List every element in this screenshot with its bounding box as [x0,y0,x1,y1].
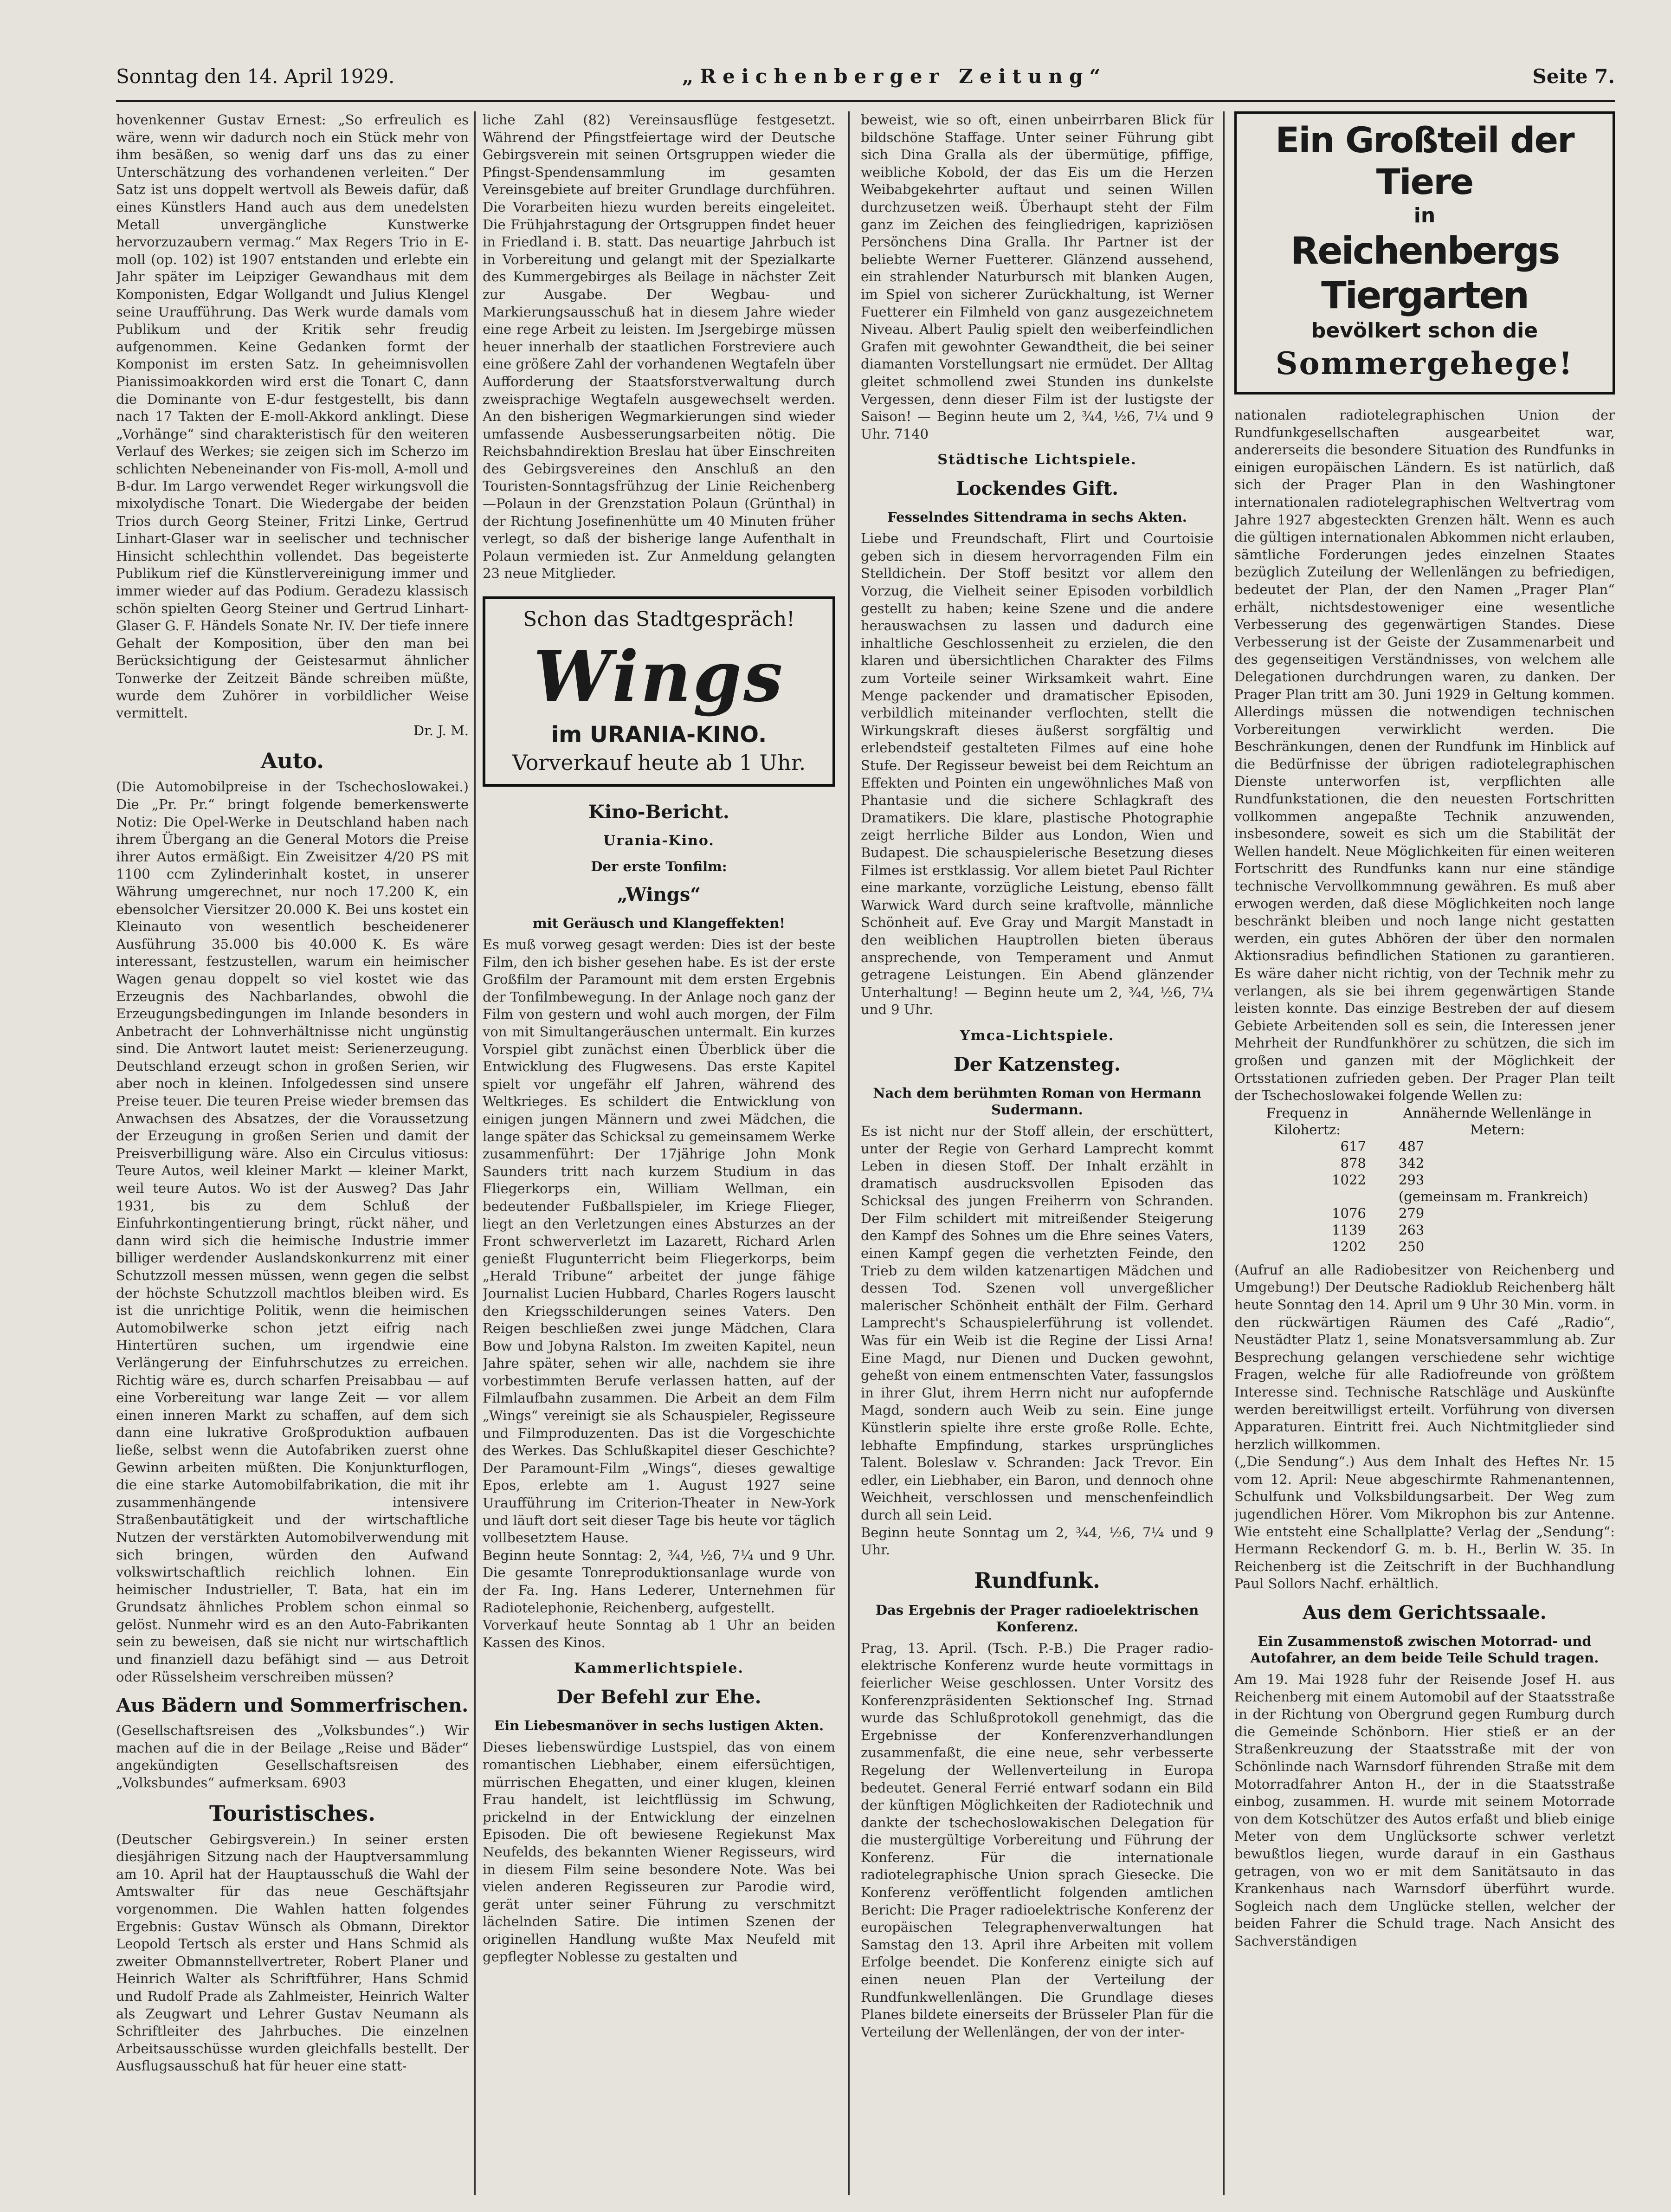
section-heading-kino: Kino-Bericht. [588,801,729,823]
frequency-header: Frequenz in Kilohertz: [1266,1105,1348,1138]
frequency-table [1234,1105,1615,1255]
frequency-cell: 1202 [1332,1238,1366,1255]
wings-showtimes: Beginn heute Sonntag: 2, ¾4, ½6, 7¼ und 9 Uhr. Die gesamte Tonreproduktionsanlage wurde von der Fa. Ing. Hans Lederer, Unternehmen für Radiotelephonie, Reichenberg, aufgestellt. [483,1547,835,1616]
column-1 [116,111,469,2195]
table-row [1234,1138,1615,1155]
ad-presale: Vorverkauf heute ab 1 Uhr. [512,750,806,776]
ad-venue: im URANIA-KINO. [551,722,767,748]
table-row [1234,1155,1615,1171]
page-header [116,60,1615,97]
wavelength-cell: 263 [1398,1222,1425,1238]
article-befehl-continued: beweist, wie so oft, einen unbeirrbaren Blick für bildschöne Staffage. Unter seiner Führung gibt sich Dina Gralla als der übermütige, pfiffige, weibliche Kobold, der das Eis um die Herzen Weibabgekehrter auftaut und seinen Willen durchzusetzen weiß. Überhaupt steht der Film ganz im Zeichen des feingliedrigen, kapriziösen Persönchens Dina Gralla. Ihr Partner ist der beliebte Werner Fuetterer. Glänzend aussehend, ein strahlender Naturbursch mit blanken Augen, im Spiel von sicherer Zurückhaltung, ist Werner Fuetterer ein Filmheld von ganz ausgezeichnetem Niveau. Albert Paulig spielt den weiberfeindlichen Grafen mit gewohnter Gewandtheit, die bei seiner diamanten Vorstellungsart nie ermüdet. Der Alltag gleitet schmollend zwei Stunden ins dunkelste Vergessen, denn dieser Film ist der lustigste der Saison! — Beginn heute um 2, ¾4, ½6, 7¼ und 9 Uhr. 7140 [861,112,1213,442]
tiergarten-ad-line4: bevölkert schon die [1311,319,1538,343]
frequency-cell: 617 [1340,1138,1366,1154]
article-auto-text: (Die Automobilpreise in der Tschechoslowakei.) Die „Pr. Pr.“ bringt folgende bemerkenswerte Notiz: Die Opel-Werke in Deutschland haben nach ihrem Übergang an die General Motors die Preise ihrer Autos ermäßigt. Ein Zweisitzer 4/20 PS mit 1100 ccm Zylinderinhalt kostet, in unserer Währung umgerechnet, nur noch 17.200 K, ein ebensolcher Viersitzer 20.000 K. Bei uns kostet ein Kleinauto von wesentlich bescheidenerer Ausführung 35.000 bis 40.000 K. Es wäre interessant, festzustellen, warum ein heimischer Wagen genau doppelt so viel kostet wie das Erzeugnis des Nachbarlandes, obwohl die Erzeugungsbedingungen im Inlande besonders in Anbetracht der Lohnverhältnisse nicht ungünstig sind. Die Antwort lautet meist: Serienerzeugung. Deutschland erzeugt schon in großen Serien, wir aber noch in kleinen. Infolgedessen sind unsere Preise teuer. Die teuren Preise wieder bremsen das Anwachsen des Absatzes, der die Voraussetzung der Erzeugung in großen Serien und damit der Preisverbilligung wäre. Also ein Circulus vitiosus: Teure Autos, weil kleiner Markt — kleiner Markt, weil teure Autos. Wo ist der Ausweg? Das Jahr 1931, bis zu dem Schluß der Einfuhrkontingentierung bringt, rückt näher, und dann wird sich die heimische Industrie immer billiger werdender Auslandskonkurrenz mit einer Schutzzoll messen müssen, wenn gegen die selbst der höchste Schutzzoll machtlos bleiben wird. Es ist die unrichtige Politik, wenn die heimischen Automobilwerke schon jetzt eifrig nach Hintertüren suchen, um irgendwie eine Verlängerung der Einfuhrschutzes zu erreichen. Richtig wäre es, durch scharfen Preisabbau — auf eine Vorbereitung war lange Zeit — vor allem einen inneren Markt zu schaffen, auf dem sich dann eine lukrative Großproduktion aufbauen ließe, selbst wenn die Autofabriken zuerst ohne Gewinn arbeiten müßten. Die Konjunkturflogen, die eine starke Automobilfabrikation, die mit ihr zusammenhängende intensivere Straßenbautätigkeit und der wirtschaftliche Nutzen der verstärkten Automobilverwendung mit sich bringen, würden den Aufwand volkswirtschaftlich reichlich lohnen. Ein heimischer Industrieller, T. Bata, hat ein im Grundsatz ähnliches Problem schon einmal so gelöst. Nunmehr wird es an den Auto-Fabrikanten sein zu beweisen, daß sie nicht nur wirtschaftlich und finanziell dazu befähigt sind — aus Detroit oder Rüsselsheim verschreiben müssen? [116,779,469,1685]
article-touristisches-text: (Deutscher Gebirgsverein.) In seiner ersten diesjährigen Sitzung nach der Hauptversammlung am 10. April hat der Hauptausschuß die Wahl der Amtswalter für das neue Geschäftsjahr vorgenommen. Die Wahlen hatten folgendes Ergebnis: Gustav Wünsch als Obmann, Direktor Leopold Tertsch als erster und Hans Schmid als zweiter Obmannstellvertreter, Robert Planer und Heinrich Walter als Schriftführer, Hans Schmid und Rudolf Prade als Zahlmeister, Heinrich Walter als Zeugwart und Lehrer Gustav Neumann als Schriftleiter des Jahrbuches. Die einzelnen Arbeitsausschüsse wurden gleichfalls bestellt. Der Ausflugsausschuß hat für heuer eine statt- [116,1831,469,2074]
article-rundfunk-text: Prag, 13. April. (Tsch. P.-B.) Die Prager radio-elektrische Konferenz wurde heute vormittags in feierlicher Weise geschlossen. Unter Vorsitz des Konferenzpräsidenten Sektionschef Ing. Strnad wurde das Schlußprotokoll genehmigt, das die Ergebnisse der Konferenzverhandlungen zusammenfaßt, die eine neue, sehr verbesserte Regelung der Wellenverteilung in Europa bedeutet. General Ferrié entwarf sodann ein Bild der künftigen Möglichkeiten der Radiotechnik und dankte der tschechoslowakischen Delegation für die mustergültige Vorbereitung und Führung der Konferenz. Für die internationale radiotelegraphische Union sprach Giesecke. Die Konferenz veröffentlicht folgenden amtlichen Bericht: Die Prager radioelektrische Konferenz der europäischen Telegraphenverwaltungen hat Samstag den 13. April ihre Arbeiten mit vollem Erfolge beendet. Die Konferenz einigte sich auf einen neuen Plan der Verteilung der Rundfunkwellenlängen. Die Grundlage dieses Planes bildete einerseits der Brüsseler Plan für die Verteilung der Wellenlängen, der von der inter- [861,1640,1213,2040]
wavelength-cell: (gemeinsam m. Frankreich) [1398,1188,1588,1204]
wings-advertisement [483,596,835,787]
frequency-cell: 1139 [1332,1222,1366,1238]
column-4 [1234,111,1615,2195]
article-sendung-text: („Die Sendung“.) Aus dem Inhalt des Heftes Nr. 15 vom 12. April: Neue abgeschirmte Rahmenantennen, Schulfunk und Volksbildungsarbeit. Der Weg zum jugendlichen Hörer. Vom Mikrophon bis zur Antenne. Wie entsteht eine Schallplatte? Verlag der „Sendung“: Hermann Reckendorf G. m. b. H., Berlin W. 35. In Reichenberg ist die Zeitschrift in der Buchhandlung Paul Sollors Nachf. erhältlich. [1234,1454,1615,1592]
table-row [1234,1222,1615,1238]
section-heading-rundfunk: Rundfunk. [974,1567,1100,1593]
article-gericht-text: Am 19. Mai 1928 fuhr der Reisende Josef H. aus Reichenberg mit einem Automobil auf der Staatsstraße in der Richtung von Obergrund gegen Rumburg durch die Gemeinde Schönborn. Hier stieß er an der Straßenkreuzung der Staatsstraße mit der von Schönlinde nach Warnsdorf führenden Straße mit dem Motorradfahrer Anton H., der in die Staatsstraße einbog, zusammen. H. wurde mit seinem Motorrade von dem Kotschützer des Autos erfaßt und blieb einige Meter von dem Unglücksorte schwer verletzt bewußtlos liegen, wurde darauf in ein Gasthaus getragen, von wo er mit dem Sanitätsauto in das Krankenhaus nach Warnsdorf überführt wurde. Sogleich nach dem Unglücke stellen, welcher der beiden Fahrer die Schuld trage. Nach Ansicht des Sachverständigen [1234,1671,1615,1949]
article-rundfunk-continued: nationalen radiotelegraphischen Union der Rundfunkgesellschaften ausgearbeitet war, andererseits die besondere Situation des Rundfunks in einigen europäischen Ländern. Es ist natürlich, daß sich der Prager Plan in den Washingtoner internationalen radiotelegraphischen Weltvertrag vom Jahre 1927 abgesteckten Grenzen hält. Wenn es auch die gültigen internationalen Abkommen nicht erlauben, sämtliche Forderungen jedes einzelnen Staates bezüglich Zuteilung der Wellenlängen zu befriedigen, bedeutet der Plan, der den Namen „Prager Plan“ erhält, nichtsdestoweniger eine wesentliche Verbesserung des gegenwärtigen Standes. Diese Verbesserung ist der Geiste der Zusammenarbeit und des gegenseitigen Verständnisses, von welchem alle Delegationen durchdrungen waren, zu danken. Der Prager Plan tritt am 30. Juni 1929 in Geltung kommen. Allerdings müssen die notwendigen technischen Vorbereitungen verwirklicht werden. Die Beschränkungen, denen der Rundfunk im Hinblick auf die Bedürfnisse der übrigen radiotelegraphischen Dienste unterworfen ist, verpflichten alle Rundfunkstationen, die den neuesten Fortschritten vollkommen angepaßte Technik anzuwenden, insbesondere, soweit es sich um die Stabilität der Wellen handelt. Neue Möglichkeiten für einen weiteren Fortschritt des Rundfunks kann nur eine ständige technische Vervollkommnung gewähren. Es muß aber erwogen werden, daß diese Möglichkeiten noch lange beschränkt bleiben und noch lange nicht gestatten werden, ein gutes Abhören der über den normalen Aktionsradius befindlichen Stationen zu garantieren. Es wäre daher nicht richtig, von der Technik mehr zu verlangen, als sie bei ihrem gegenwärtigen Stande leisten konnte. Das einzige Bestreben der auf diesem Gebiete Arbeitenden soll es sein, die Interessen jener Mehrheit der Rundfunkhörer zu schützen, die sich im großen und ganzen mit der Möglichkeit der Ortsstationen zufrieden geben. Der Prager Plan teilt der Tschechoslowakei folgende Wellen zu: [1234,407,1615,1104]
section-heading-touristisches: Touristisches. [209,1800,375,1826]
table-row [1234,1188,1615,1205]
table-row [1234,1171,1615,1188]
tiergarten-ad-line2: in [1413,204,1436,227]
film-title-katzensteg: Der Katzensteg. [954,1053,1121,1075]
header-paper-title: „Reichenberger Zeitung“ [682,65,1107,88]
cinema-name-ymca: Ymca-Lichtspiele. [960,1027,1115,1044]
tiergarten-advertisement [1234,111,1615,395]
article-gebirgsverein-continued: liche Zahl (82) Vereinsausflüge festgesetzt. Während der Pfingstfeiertage wird der Deutsche Gebirgsverein mit seinen Ortsgruppen wieder die Pfingst-Spendensammlung im gesamten Vereinsgebiete auf breiter Grundlage durchführen. Die Vorarbeiten hiezu wurden bereits eingeleitet. Die Frühjahrstagung der Ortsgruppen findet heuer in Friedland i. B. statt. Das neuartige Jahrbuch ist in Vorbereitung und gelangt mit der Spezialkarte des Kummergebirges als Beilage in nächster Zeit zur Ausgabe. Der Wegbau- und Markierungsausschuß hat in diesem Jahre wieder eine rege Arbeit zu leisten. Im Jsergebirge müssen heuer innerhalb der staatlichen Forstreviere auch eine größere Zahl der vorhandenen Wegtafeln über Aufforderung der Staatsforstverwaltung durch zweisprachige Wegtafeln ausgewechselt werden. An den bisherigen Wegmarkierungen sind wieder umfassende Ausbesserungsarbeiten nötig. Die Reichsbahndirektion Breslau hat über Einschreiten des Gebirgsvereines den Anschluß an den Touristen-Sonntagsfrühzug der Linie Reichenberg—Polaun in der Grenzstation Polaun (Grünthal) in der Richtung Josefinenhütte um 40 Minuten früher verlegt, so daß der bisherige lange Aufenthalt in Polaun vermieden ist. Zur Anmeldung gelangten 23 neue Mitglieder. [483,112,835,582]
cinema-name-urania: Urania-Kino. [603,833,715,849]
tiergarten-ad-line3: Reichenbergs Tiergarten [1290,229,1559,317]
wavelength-cell: 279 [1398,1205,1425,1221]
header-rule [116,100,1615,102]
ad-tagline: Schon das Stadtgespräch! [523,608,795,632]
frequency-cell [1234,1188,1380,1205]
wavelength-cell: 342 [1398,1155,1425,1171]
article-wings-text: Es muß vorweg gesagt werden: Dies ist der beste Film, den ich bisher gesehen habe. Es ist der erste Großfilm der Paramount mit dem ersten Ergebnis der Tonfilmbewegung. In der Anlage noch ganz der Film von gestern und wohl auch morgen, der Film von mit Simultangeräuschen untermalt. Ein kurzes Vorspiel gibt zunächst einen Überblick über die Entwicklung des Flugwesens. Das erste Kapitel spielt vor ungefähr elf Jahren, während des Weltkrieges. Es schildert die Entwicklung von einigen jungen Männern und zwei Mädchen, die lange später das Schicksal zu gemeinsamem Werke zusammenführt: Der 17jährige John Monk Saunders tritt nach kurzem Studium in das Fliegerkorps ein, William Wellman, ein bedeutender Fußballspieler, im Kriege Flieger, liegt an den Verletzungen eines Absturzes an der Front schwerverletzt im Lazarett, Richard Arlen genießt Flugunterricht beim Fliegerkorps, beim „Herald Tribune“ arbeitet der junge fähige Journalist Lucien Hubbard, Charles Rogers lauscht den Kriegsschilderungen seines Vaters. Den Reigen beschließen zwei junge Mädchen, Clara Bow und Jobyna Ralston. Im zweiten Kapitel, neun Jahre später, sehen wir alle, nachdem sie ihre vorbestimmten Berufe verlassen hatten, auf der Filmlaufbahn zusammen. Die Arbeit an dem Film „Wings“ vereinigt sie als Schauspieler, Regisseure und Filmproduzenten. Das ist die Vorgeschichte des Werkes. Das Schlußkapitel dieser Geschichte? Der Paramount-Film „Wings“, dieses gewaltige Epos, erlebte am 1. August 1927 seine Uraufführung im Criterion-Theater in New-York und läuft dort seit dieser Tage bis heute vor täglich vollbesetztem Hause. [483,937,835,1546]
film-title-lockendes-gift: Lockendes Gift. [955,478,1119,500]
article-intro-text: hovenkenner Gustav Ernest: „So erfreulich es wäre, wenn wir dadurch noch ein Stück mehr von ihm besäßen, so wenig darf uns das zu einer Unterschätzung des vorhandenen verleiten.“ Der Satz ist uns doppelt wertvoll als Beweis dafür, daß eines Künstlers Hand auch aus dem unedelsten Metall unvergängliche Kunstwerke hervorzuzaubern vermag.“ Max Regers Trio in E-moll (op. 102) ist 1907 entstanden und erlebte ein Jahr später im Leipziger Gewandhaus mit dem Komponisten, Edgar Wollgandt und Julius Klengel seine Uraufführung. Das Werk wurde damals vom Publikum und der Kritik sehr freudig aufgenommen. Keine Gedanken formt der Komponist im ersten Satz. In geheimnisvollen Pianissimoakkorden wird erst die Tonart C, dann die Dominante von E-dur festgestellt, bis dann nach 17 Takten der E-moll-Akkord anklingt. Diese „Vorhänge“ sind charakteristisch für den weiteren Verlauf des Werkes; sie zeigen sich im Scherzo im schlichten Nebeneinander von Fis-moll, A-moll und B-dur. Im Largo verwendet Reger wirkungsvoll die mixolydische Tonart. Die Wiedergabe der beiden Trios durch Georg Steiner, Fritzi Linke, Gertrud Linhart-Glaser war in seelischer und technischer Hinsicht schlechthin vollendet. Das begeisterte Publikum rief die Künstlervereinigung immer und immer wieder auf das Podium. Geradezu klassisch schön spielten Georg Steiner und Gertrud Linhart-Glaser G. F. Händels Sonate Nr. IV. Der tiefe innere Gehalt der Komposition, über den man bei Berücksichtigung der Geistesarmut ähnlicher Tonwerke der Zeitzeit Bände schreiben müßte, wurde dem Zuhörer in vorbildlicher Weise vermittelt. [116,112,469,721]
katzensteg-showtimes: Beginn heute Sonntag um 2, ¾4, ½6, 7¼ und 9 Uhr. [861,1524,1213,1558]
frequency-cell: 1076 [1332,1205,1366,1221]
film-title-befehl: Der Befehl zur Ehe. [556,1686,761,1708]
cinema-name-kammer: Kammerlichtspiele. [574,1660,744,1677]
wavelength-cell: 293 [1398,1171,1425,1188]
wavelength-cell: 487 [1398,1138,1425,1154]
rundfunk-subheading: Das Ergebnis der Prager radioelektrischen Konferenz. [875,1602,1199,1635]
article-katzensteg-text: Es ist nicht nur der Stoff allein, der erschüttert, unter der Regie von Gerhard Lamprecht kommt Leben in diesen Stoff. Der Inhalt erzählt in dramatisch ausdrucksvollen Episoden das Schicksal des jungen Freiherrn von Schranden. Der Film schildert mit mitreißender Steigerung den Kampf des Sohnes um die Ehre seines Vaters, einen Kampf gegen die verhetzten Feinde, den Trieb zu dem wilden katzenartigen Mädchen und dessen Tod. Szenen voll unvergeßlicher malerischer Schönheit enthält der Film. Gerhard Lamprecht's Schauspielerführung ist vollendet. Was für ein Weib ist die Regine der Lissi Arna! Eine Magd, nur Dienen und Ducken gewohnt, geheßt von einem entmenschten Vater, fassungslos in ihrer Glut, ihrem Herrn nicht nur aufopfernde Magd, sondern auch Weib zu sein. Eine junge Künstlerin spielte ihre erste große Rolle. Echte, lebhafte Empfindung, starkes ursprüngliches Talent. Boleslaw v. Schranden: Jack Trevor. Ein edler, ein Liebhaber, ein Baron, und dennoch ohne Weichheit, verschlossen und menschenfeindlich durch all sein Leid. [861,1123,1213,1523]
film-subtitle-katzensteg: Nach dem berühmten Roman von Hermann Sudermann. [873,1085,1201,1118]
article-baeder-text: (Gesellschaftsreisen des „Volksbundes“.) Wir machen auf die in der Beilage „Reise und Bäder“ angekündigten Gesellschaftsreisen des „Volksbundes“ aufmerksam. 6903 [116,1722,469,1791]
film-subtitle-befehl: Ein Liebesmanöver in sechs lustigen Akten. [494,1718,824,1734]
frequency-cell: 878 [1340,1155,1366,1171]
gericht-subheading: Ein Zusammenstoß zwischen Motorrad- und Autofahrer, an dem beide Teile Schuld tragen. [1250,1633,1599,1666]
article-aufruf-text: (Aufruf an alle Radiobesitzer von Reichenberg und Umgebung!) Der Deutsche Radioklub Reichenberg hält heute Sonntag den 14. April um 9 Uhr 30 Min. vorm. in den rückwärtigen Räumen des Café „Radio“, Neustädter Platz 1, seine Monatsversammlung ab. Zur Besprechung gelangen verschiedene sehr wichtige Fragen, welche für alle Radiofreunde von größtem Interesse sind. Technische Ratschläge und Auskünfte werden bereitwilligst erteilt. Vorführung von diversen Apparaturen. Eintritt frei. Auch Nichtmitglieder sind herzlich willkommen. [1234,1261,1615,1452]
cinema-name-staedtische: Städtische Lichtspiele. [937,452,1137,468]
film-title-wings: „Wings“ [617,884,701,906]
wavelength-header: Annähernde Wellenlänge in Metern: [1403,1105,1592,1138]
tonfilm-label: Der erste Tonfilm: [591,859,727,875]
column-divider [1223,111,1225,2195]
header-date: Sonntag den 14. April 1929. [116,65,395,88]
table-row [1234,1238,1615,1255]
article-signature: Dr. J. M. [413,722,469,738]
frequency-cell: 1022 [1332,1171,1366,1188]
header-page-number: Seite 7. [1532,65,1615,88]
column-divider [848,111,850,2195]
wavelength-cell: 250 [1398,1238,1425,1255]
column-divider [474,111,476,2195]
film-subtitle-wings: mit Geräusch und Klangeffekten! [532,915,786,931]
column-3 [861,111,1213,2195]
section-heading-auto: Auto. [260,748,324,774]
wings-presale: Vorverkauf heute Sonntag ab 1 Uhr an beiden Kassen des Kinos. [483,1617,835,1650]
ad-title-wings: Wings [533,636,785,718]
table-row [1234,1205,1615,1222]
tiergarten-ad-line5: Sommergehege! [1275,345,1574,382]
article-befehl-text: Dieses liebenswürdige Lustspiel, das von einem romantischen Liebhaber, einem eifersüchtigen, mürrischen Ehegatten, und einer klugen, kleinen Frau handelt, ist leichtflüssig im Schwung, prickelnd in der Entwicklung der einzelnen Episoden. Die oft bewiesene Regiekunst Max Neufelds, des bekannten Wiener Regisseurs, wird in diesem Film seine besondere Note. Was bei vielen anderen Regisseuren zur Parodie wird, gerät unter seiner Führung zu verschmitzt lächelnden Satire. Die intimen Szenen der originellen Handlung wußte Max Neufeld mit gepflegter Noblesse zu gestalten und [483,1739,835,1965]
film-subtitle-lockendes-gift: Fesselndes Sittendrama in sechs Akten. [887,509,1187,525]
article-lockendes-gift-text: Liebe und Freundschaft, Flirt und Courtoisie geben sich in diesem hervorragenden Film ein Stelldichein. Der Stoff besitzt vor allem den Vorzug, die Vielheit seiner Episoden vorbildlich gestellt zu haben; keine Szene und die andere herauswachsen zu lassen und dadurch eine inhaltliche Geschlossenheit zu erzielen, die den klaren und übersichtlichen Charakter des Films zum Vorteile seiner Wirksamkeit wahrt. Eine Menge packender und dramatischer Episoden, verbildlich miteinander verflochten, stellt die Wirkungskraft dieses äußerst sorgfältig und erlebendsteif gestalteten Filmes auf eine hohe Stufe. Der Regisseur beweist bei dem Reichtum an Effekten und Pointen ein ungewöhnliches Maß von Phantasie und die sichere Schlagkraft des Dramatikers. Die klare, plastische Photographie zeigt herrliche Bilder aus London, Wien und Budapest. Die schauspielerische Besetzung dieses Filmes ist erstklassig. Vor allem bietet Paul Richter eine markante, vorzügliche Leistung, ebenso fällt Warwick Ward durch seine kraftvolle, männliche Schönheit auf. Eve Gray und Margit Manstadt in den weiblichen Hauptrollen bieten überaus ansprechende, von Temperament und Anmut getragene Leistungen. Ein Abend glänzender Unterhaltung! — Beginn heute um 2, ¾4, ½6, 7¼ und 9 Uhr. [861,530,1213,1018]
column-2 [483,111,835,2195]
section-heading-gericht: Aus dem Gerichtssaale. [1303,1602,1547,1624]
section-heading-baeder: Aus Bädern und Sommerfrischen. [116,1695,469,1717]
tiergarten-ad-line1: Ein Großteil der Tiere [1275,119,1574,202]
